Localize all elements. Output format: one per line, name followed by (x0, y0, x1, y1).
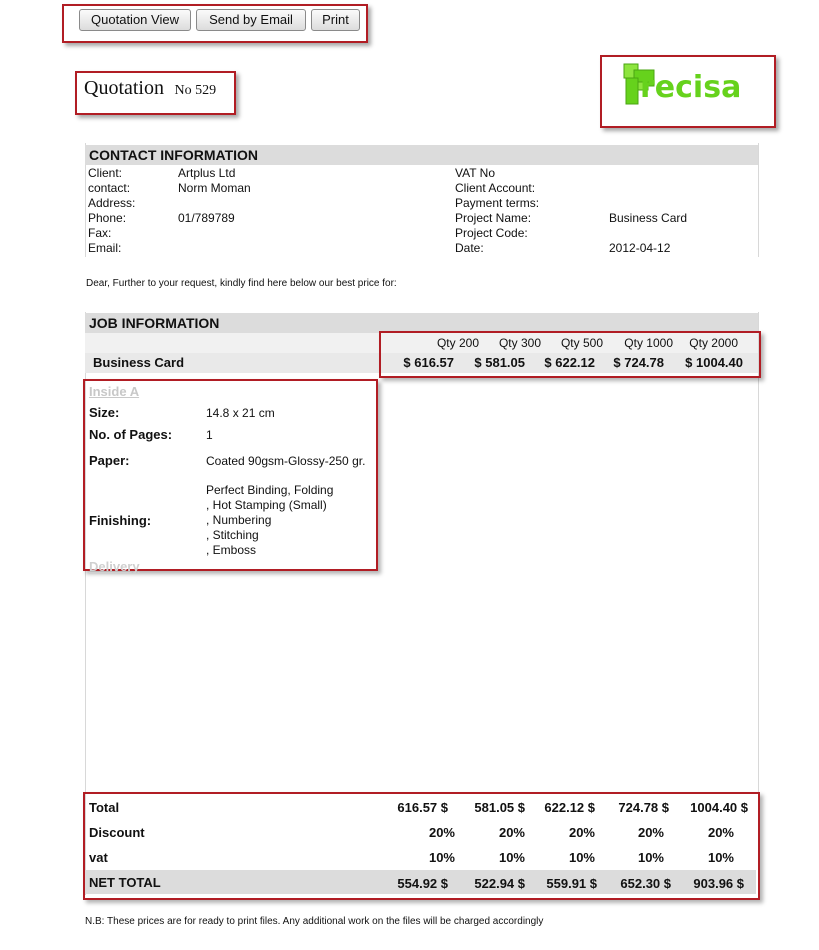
contact-label: Fax: (88, 226, 112, 240)
net-total-value: 554.92 $ (397, 876, 448, 891)
paper-label: Paper: (89, 453, 130, 468)
size-value: 14.8 x 21 cm (206, 406, 275, 420)
contact-value: 2012-04-12 (609, 241, 671, 255)
qty-header: Qty 300 (498, 336, 541, 350)
totals-row-label: Discount (89, 825, 145, 840)
logo-text: recisa (640, 70, 742, 105)
finishing-item: , Hot Stamping (Small) (206, 498, 327, 512)
finishing-item: , Numbering (206, 513, 272, 527)
qty-header: Qty 500 (560, 336, 603, 350)
discount-value: 20% (568, 825, 595, 840)
pages-label: No. of Pages: (89, 427, 173, 442)
discount-value: 20% (637, 825, 664, 840)
paper-value: Coated 90gsm-Glossy-250 gr. (206, 454, 366, 468)
logo (620, 62, 760, 112)
contact-label: Client: (88, 166, 123, 180)
discount-value: 20% (498, 825, 525, 840)
vat-value: 10% (428, 850, 455, 865)
total-value: 1004.40 $ (690, 800, 748, 815)
vat-value: 10% (498, 850, 525, 865)
price-value: $ 581.05 (474, 355, 525, 370)
vat-value: 10% (568, 850, 595, 865)
contact-label: Payment terms: (455, 196, 540, 210)
footer-note: N.B: These prices are for ready to print files. Any additional work on the files will be charged accordingly (85, 916, 544, 927)
size-label: Size: (89, 405, 120, 420)
section-inside-link[interactable]: Inside A (89, 384, 140, 399)
total-value: 581.05 $ (474, 800, 525, 815)
contact-value: Norm Moman (178, 181, 251, 195)
send-by-email-button[interactable]: Send by Email (196, 9, 306, 31)
quotation-label: Quotation (84, 77, 164, 99)
intro-text: Dear, Further to your request, kindly find here below our best price for: (86, 278, 397, 289)
price-value: $ 616.57 (403, 355, 454, 370)
job-heading: JOB INFORMATION (85, 313, 758, 333)
net-total-value: 522.94 $ (474, 876, 525, 891)
net-total-value: 652.30 $ (620, 876, 671, 891)
contact-label: Client Account: (455, 181, 536, 195)
totals-row-label: NET TOTAL (89, 875, 161, 890)
discount-value: 20% (707, 825, 734, 840)
qty-header: Qty 2000 (689, 336, 738, 350)
quotation-number: No 529 (174, 83, 217, 98)
contact-label: Phone: (88, 211, 127, 225)
quotation-view-button[interactable]: Quotation View (79, 9, 191, 31)
net-total-value: 559.91 $ (546, 876, 597, 891)
discount-value: 20% (428, 825, 455, 840)
pages-value: 1 (206, 428, 213, 442)
finishing-item: , Stitching (206, 528, 259, 542)
product-name: Business Card (93, 355, 185, 370)
price-value: $ 724.78 (613, 355, 664, 370)
contact-label: contact: (88, 181, 131, 195)
qty-header: Qty 200 (436, 336, 479, 350)
price-value: $ 1004.40 (685, 355, 743, 370)
finishing-item: Perfect Binding, Folding (206, 483, 334, 497)
contact-label: Address: (88, 196, 136, 210)
frame-right-line (758, 143, 759, 895)
net-total-value: 903.96 $ (693, 876, 744, 891)
total-value: 724.78 $ (618, 800, 669, 815)
total-value: 622.12 $ (544, 800, 595, 815)
contact-label: Project Code: (455, 226, 528, 240)
finishing-item: , Emboss (206, 543, 257, 557)
contact-value: 01/789789 (178, 211, 235, 225)
qty-header: Qty 1000 (624, 336, 673, 350)
totals-row-label: Total (89, 800, 120, 815)
totals-row-label: vat (89, 850, 108, 865)
contact-value: Artplus Ltd (178, 166, 236, 180)
contact-label: Email: (88, 241, 122, 255)
contact-label: VAT No (455, 166, 496, 180)
print-button[interactable]: Print (311, 9, 360, 31)
contact-label: Project Name: (455, 211, 532, 225)
price-value: $ 622.12 (544, 355, 595, 370)
contact-label: Date: (455, 241, 484, 255)
vat-value: 10% (637, 850, 664, 865)
contact-heading: CONTACT INFORMATION (85, 145, 758, 165)
vat-value: 10% (707, 850, 734, 865)
page-title (84, 77, 216, 100)
contact-value: Business Card (609, 211, 688, 225)
total-value: 616.57 $ (397, 800, 448, 815)
finishing-label: Finishing: (89, 513, 152, 528)
section-delivery-link[interactable]: Delivery (89, 559, 140, 574)
